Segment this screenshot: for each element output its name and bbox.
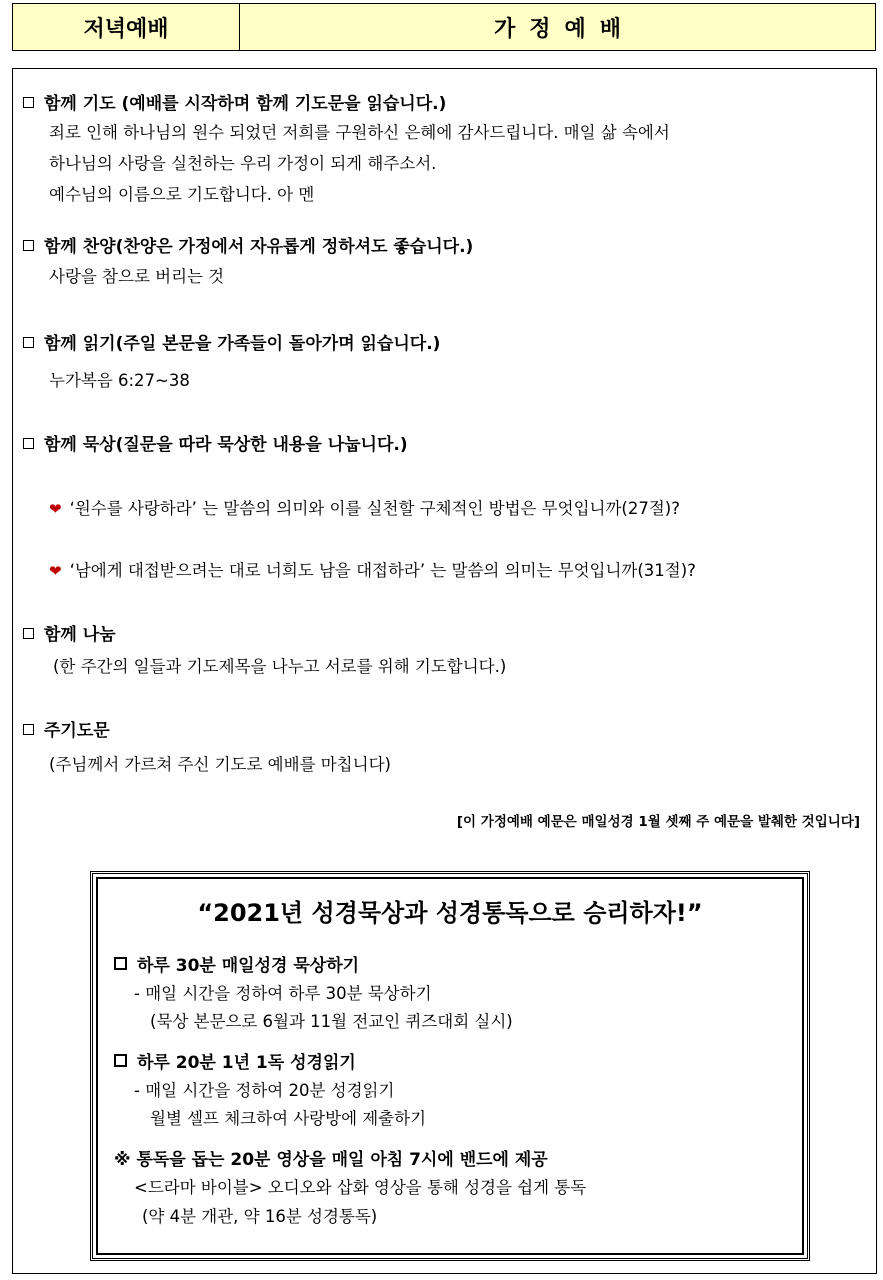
meditation-question-2	[49, 557, 696, 581]
heart-icon: ❤	[49, 562, 62, 580]
checkbox-icon	[23, 337, 34, 348]
meditation-question-1	[49, 495, 680, 519]
section-lords-prayer-title-text: 주기도문	[44, 721, 110, 741]
promo-item-2-line-2: 월별 셀프 체크하여 사랑방에 제출하기	[150, 1109, 427, 1128]
promo-item-2-head	[114, 1048, 356, 1073]
checkbox-icon	[23, 628, 34, 639]
checkbox-icon	[114, 1054, 127, 1067]
section-praise-title-text: 함께 찬양(찬양은 가정에서 자유롭게 정하셔도 좋습니다.)	[44, 237, 474, 257]
worship-content	[12, 68, 877, 1274]
promo-item-3-head: ※ 통독을 돕는 20분 영상을 매일 아침 7시에 밴드에 제공	[114, 1150, 548, 1170]
sharing-line: (한 주간의 일들과 기도제목을 나누고 서로를 위해 기도합니다.)	[53, 657, 507, 676]
promo-item-1-line-1: - 매일 시간을 정하여 하루 30분 묵상하기	[134, 984, 432, 1003]
promo-item-3-line-1: <드라마 바이블> 오디오와 삽화 영상을 통해 성경을 쉽게 통독	[134, 1178, 587, 1197]
promo-title: “2021년 성경묵상과 성경통독으로 승리하자!”	[197, 899, 703, 927]
praise-line: 사랑을 참으로 버리는 것	[49, 267, 225, 286]
section-lords-prayer-title	[23, 716, 110, 741]
heart-icon: ❤	[49, 500, 62, 518]
header-table	[12, 3, 876, 51]
promo-inner-frame	[96, 877, 804, 1255]
reading-line: 누가복음 6:27~38	[49, 371, 190, 390]
promo-box	[90, 871, 810, 1261]
promo-item-3-line-2: (약 4분 개관, 약 16분 성경통독)	[142, 1207, 378, 1226]
promo-item-2-head-text: 하루 20분 1년 1독 성경읽기	[137, 1053, 356, 1073]
section-meditation-title-text: 함께 묵상(질문을 따라 묵상한 내용을 나눕니다.)	[44, 435, 408, 455]
section-meditation-title	[23, 430, 408, 455]
section-sharing-title	[23, 620, 116, 645]
checkbox-icon	[23, 97, 34, 108]
meditation-question-2-text: ‘남에게 대접받으려는 대로 너희도 남을 대접하라’ 는 말씀의 의미는 무엇입니까(31절)?	[69, 561, 696, 580]
section-prayer-title-text: 함께 기도 (예배를 시작하며 함께 기도문을 읽습니다.)	[44, 94, 447, 114]
source-note: [이 가정예배 예문은 매일성경 1월 셋째 주 예문을 발췌한 것입니다]	[456, 814, 860, 830]
promo-item-2-line-1: - 매일 시간을 정하여 20분 성경읽기	[134, 1081, 395, 1100]
section-sharing-title-text: 함께 나눔	[44, 625, 116, 645]
checkbox-icon	[23, 438, 34, 449]
section-reading-title-text: 함께 읽기(주일 본문을 가족들이 돌아가며 읽습니다.)	[44, 334, 441, 354]
checkbox-icon	[23, 724, 34, 735]
promo-item-1-head	[114, 951, 359, 976]
meditation-question-1-text: ‘원수를 사랑하라’ 는 말씀의 의미와 이를 실천할 구체적인 방법은 무엇입니까(27절)?	[69, 499, 680, 518]
section-prayer-title	[23, 89, 446, 114]
section-reading-title	[23, 329, 440, 354]
section-praise-title	[23, 232, 473, 257]
header-right-title: 가정예배	[493, 16, 635, 42]
lords-prayer-line: (주님께서 가르쳐 주신 기도로 예배를 마칩니다)	[49, 755, 391, 774]
checkbox-icon	[23, 240, 34, 251]
promo-item-1-line-2: (묵상 본문으로 6월과 11월 전교인 퀴즈대회 실시)	[150, 1012, 513, 1031]
prayer-line-3: 예수님의 이름으로 기도합니다. 아 멘	[49, 185, 315, 204]
prayer-line-1: 죄로 인해 하나님의 원수 되었던 저희를 구원하신 은혜에 감사드립니다. 매일 삶 속에서	[49, 123, 670, 142]
prayer-line-2: 하나님의 사랑을 실천하는 우리 가정이 되게 해주소서.	[49, 154, 437, 173]
header-left-label: 저녁예배	[13, 4, 240, 50]
checkbox-icon	[114, 957, 127, 970]
promo-item-1-head-text: 하루 30분 매일성경 묵상하기	[137, 956, 360, 976]
